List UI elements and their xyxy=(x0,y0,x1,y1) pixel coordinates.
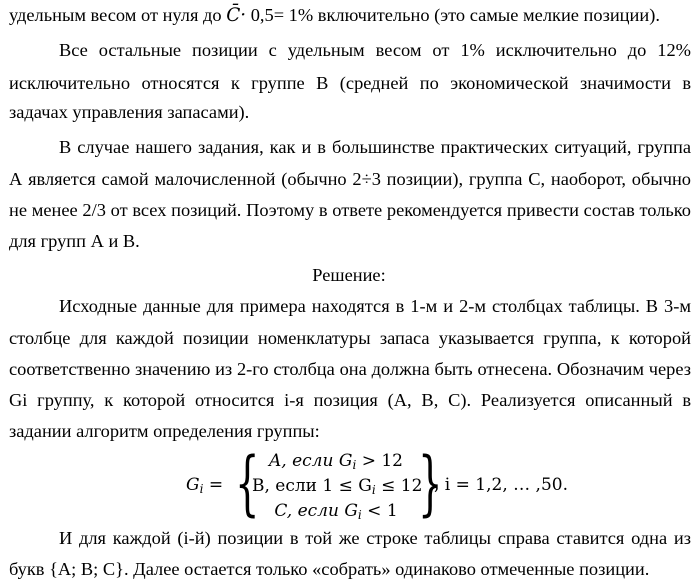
paragraph-line-15: букв {A; B; C}. Далее остается только «собрать» одинаково отмеченные позиции. xyxy=(9,559,650,579)
paragraph-line-2: Все остальные позиции с удельным весом от 1% исключительно до 12% xyxy=(59,40,691,60)
right-brace: } xyxy=(418,442,443,524)
text-span: 0,5= 1% включительно (это самые мелкие позиции). xyxy=(246,5,660,25)
math-symbol-c-bar: C̄· xyxy=(226,5,247,26)
paragraph-line-4: задачах управления запасами). xyxy=(9,102,250,122)
paragraph-line-11: соответственно значению из 2-го столбца она должна быть отнесена. Обозначим через xyxy=(9,359,691,379)
paragraph-line-12: Gi группу, к которой относится i-я позиция (A, B, C). Реализуется описанный в xyxy=(9,390,691,410)
paragraph-line-9: Исходные данные для примера находятся в 1-м и 2-м столбцах таблицы. В 3-м xyxy=(59,296,691,316)
paragraph-line-5: В случае нашего задания, как и в большинстве практических ситуаций, группа xyxy=(59,137,691,157)
paragraph-line-1 xyxy=(9,2,691,28)
formula-case-c: C, если $G_i < 1$ xyxy=(274,501,398,522)
paragraph-line-8: для групп А и В. xyxy=(9,231,140,251)
paragraph-line-10: столбце для каждой позиции номенклатуры запаса указывается группа, к которой xyxy=(9,328,691,348)
section-heading: Решение: xyxy=(312,265,386,285)
formula-case-a: A, если $G_i > 12$ xyxy=(269,451,403,472)
formula-cases xyxy=(252,449,423,524)
text-span: удельным весом от нуля до xyxy=(9,5,227,25)
formula-case-b: B, если $1 \le G_i \le 12$ xyxy=(252,476,423,497)
paragraph-line-6: А является самой малочисленной (обычно 2÷3 позиции), группа С, наоборот, обычно xyxy=(9,169,691,189)
paragraph-line-3: исключительно относятся к группе В (средней по экономической значимости в xyxy=(9,73,691,93)
formula-rhs: , i = 1,2, … ,50. xyxy=(434,475,568,495)
paragraph-line-14: И для каждой (i-й) позиции в той же строке таблицы справа ставится одна из xyxy=(59,528,691,548)
formula-lhs: $G_i$ = xyxy=(186,475,224,496)
paragraph-line-13: задании алгоритм определения группы: xyxy=(9,421,320,441)
left-brace: { xyxy=(235,442,260,524)
paragraph-line-7: не менее 2/3 от всех позиций. Поэтому в ответе рекомендуется привести состав только xyxy=(9,200,691,220)
